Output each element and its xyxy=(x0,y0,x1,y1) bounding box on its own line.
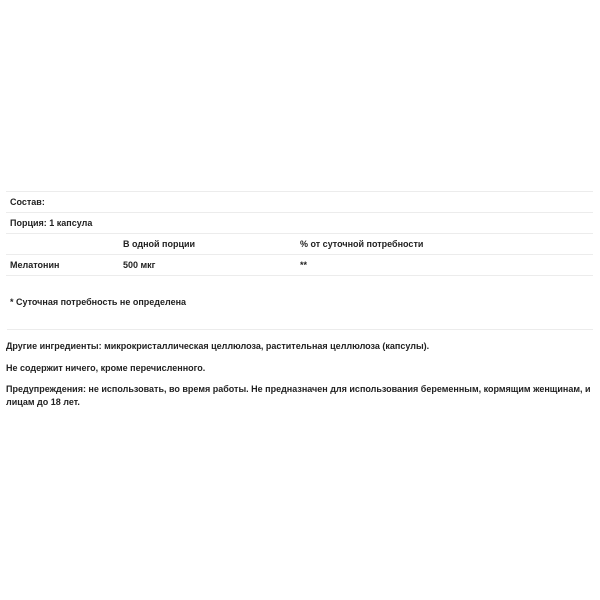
composition-row xyxy=(6,191,593,212)
supplement-facts-table xyxy=(6,191,593,276)
daily-value-footnote: * Суточная потребность не определена xyxy=(10,297,187,307)
composition-label: Состав: xyxy=(10,197,45,207)
warnings-text: Предупреждения: не использовать, во время работы. Не предназначен для использования беременным, кормящим женщинам, и лицам до 18 лет. xyxy=(6,384,591,407)
header-per-serving: В одной порции xyxy=(123,239,196,249)
serving-size-label: Порция: 1 капсула xyxy=(10,218,93,228)
section-divider xyxy=(7,329,593,330)
table-header-row xyxy=(6,233,593,254)
other-ingredients-text: Другие ингредиенты: микрокристаллическая целлюлоза, растительная целлюлоза (капсулы). xyxy=(6,341,430,351)
ingredient-daily-value: ** xyxy=(300,260,308,270)
header-daily-value: % от суточной потребности xyxy=(300,239,424,249)
serving-row xyxy=(6,212,593,233)
ingredient-amount: 500 мкг xyxy=(123,260,156,270)
ingredient-name: Мелатонин xyxy=(10,260,60,270)
contains-nothing-else-text: Не содержит ничего, кроме перечисленного. xyxy=(6,363,206,373)
table-row xyxy=(6,254,593,276)
